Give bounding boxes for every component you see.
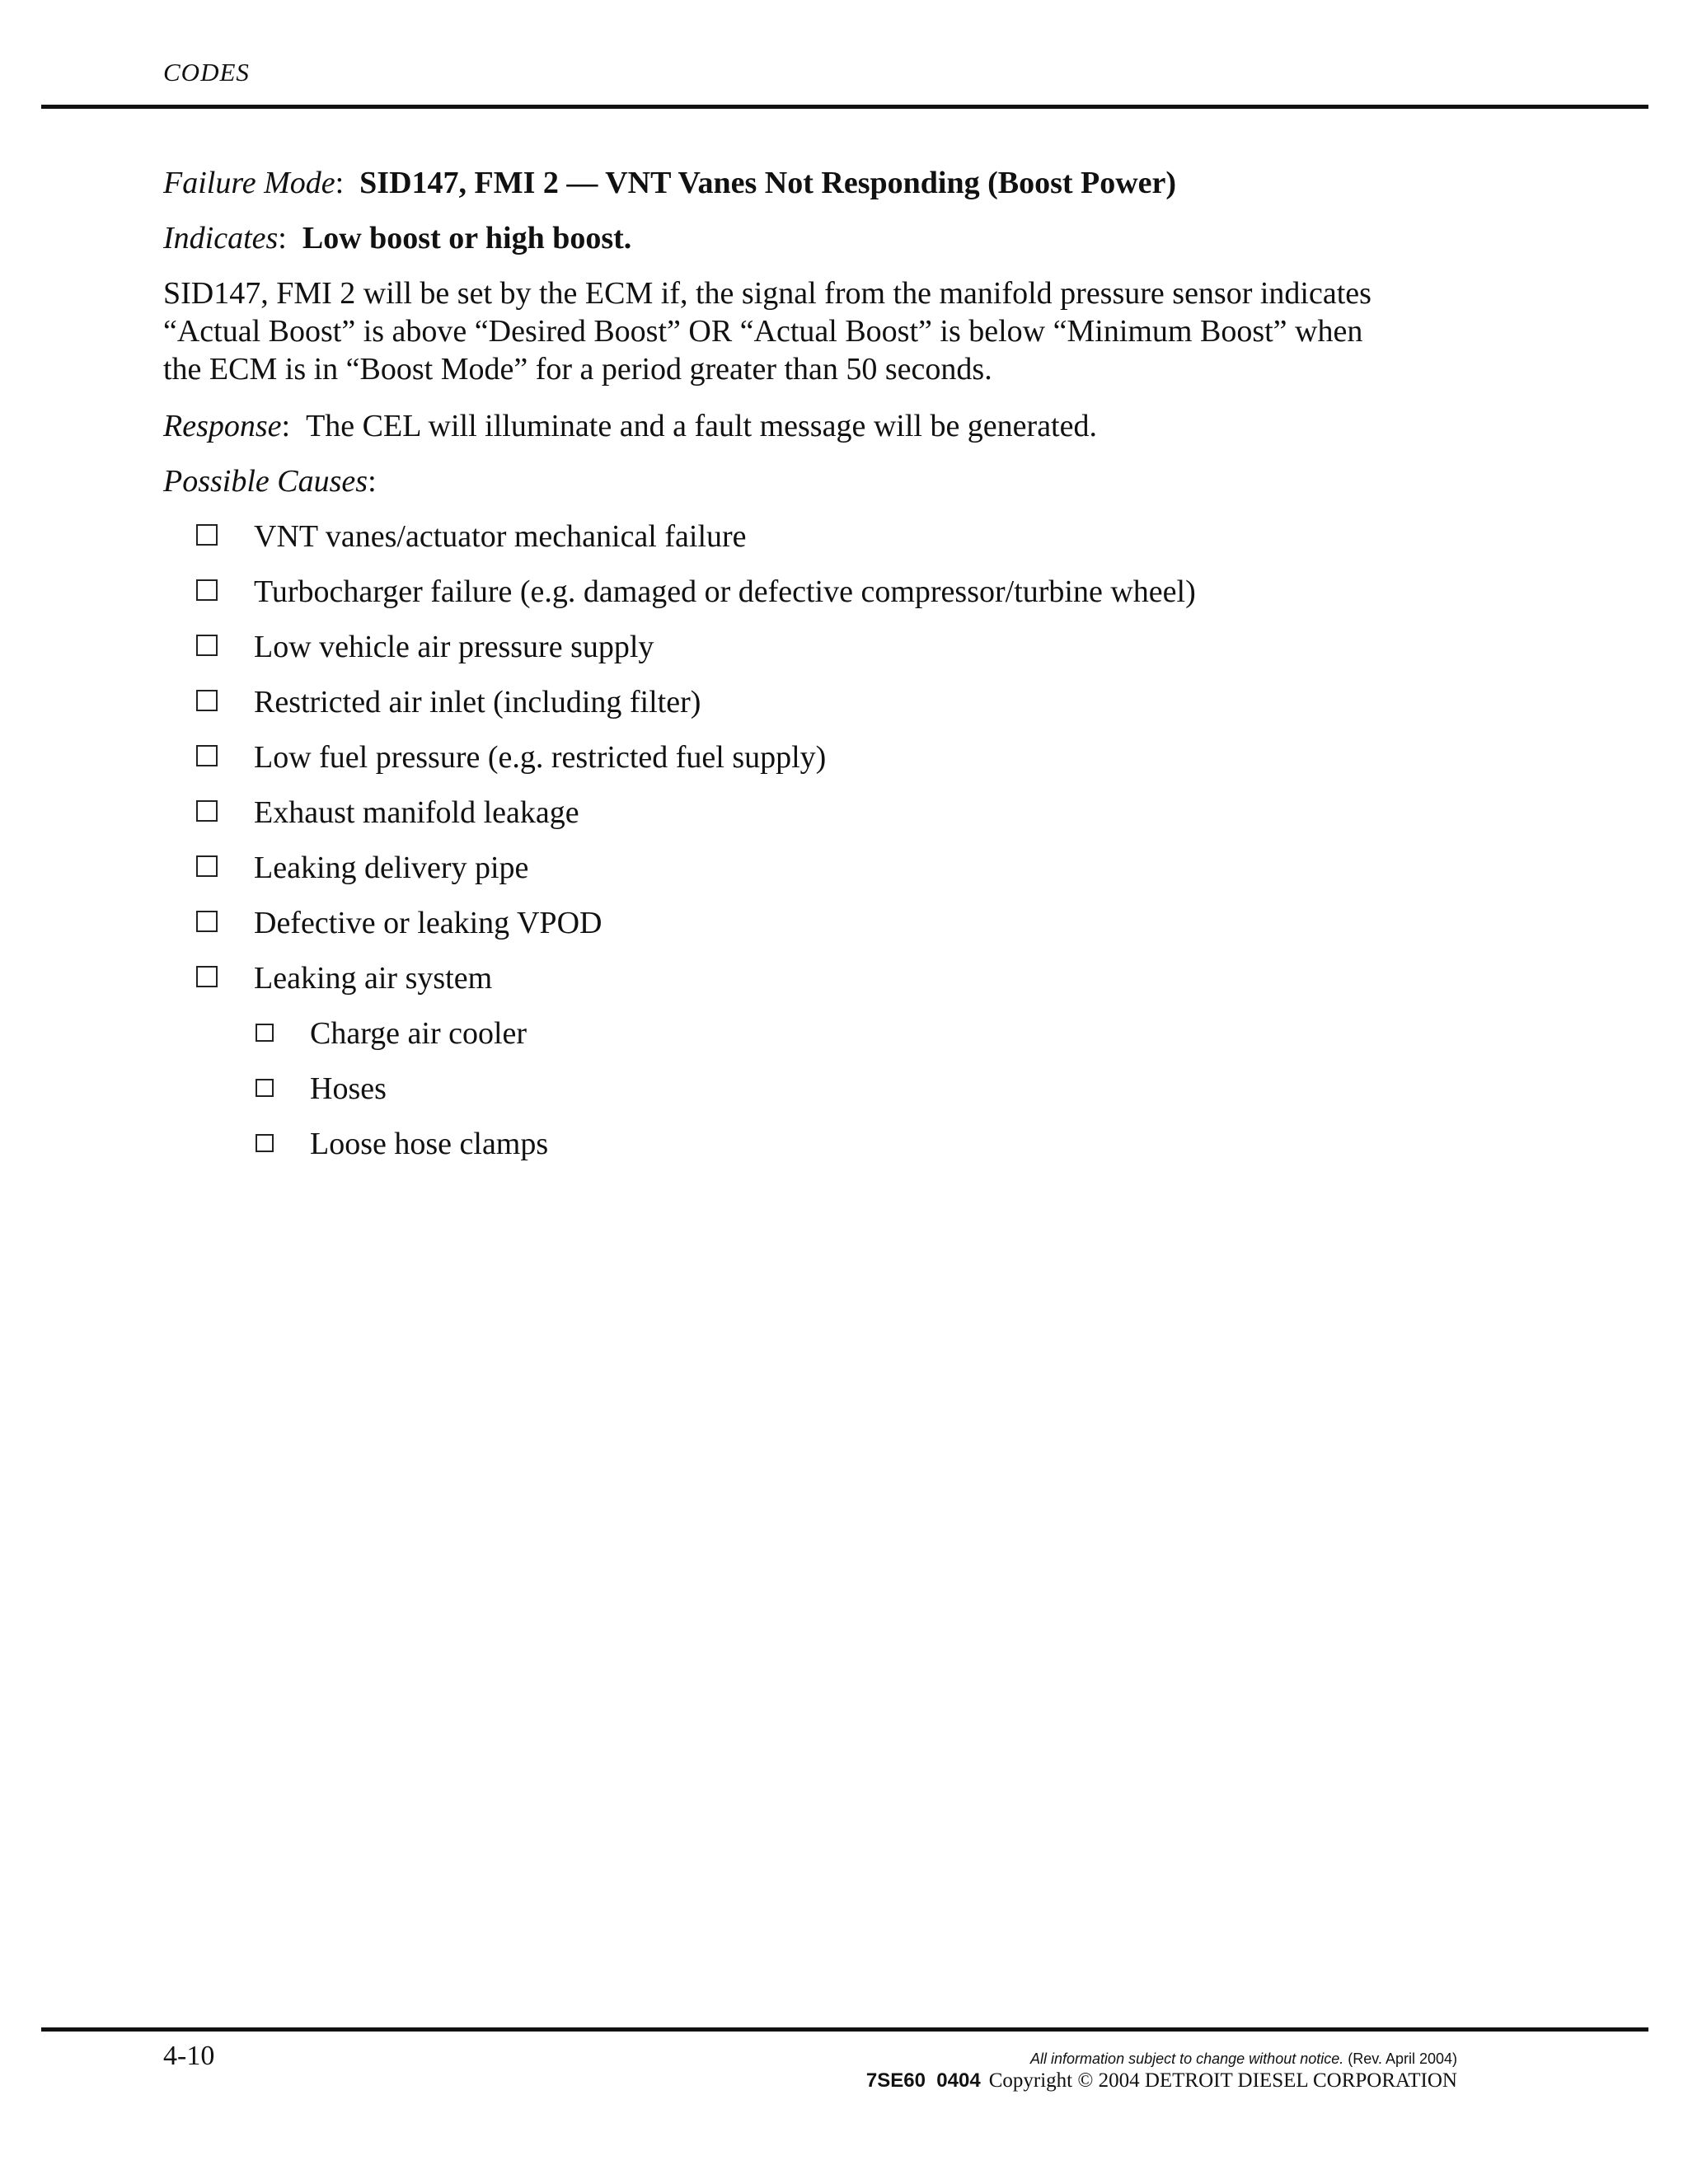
description-paragraph bbox=[163, 274, 1482, 388]
indicates-line bbox=[163, 223, 631, 254]
checkbox-icon bbox=[196, 966, 218, 987]
response-value: The CEL will illuminate and a fault message will be generated. bbox=[306, 409, 1097, 443]
indicates-value: Low boost or high boost. bbox=[302, 221, 632, 255]
possible-causes-line bbox=[163, 466, 377, 497]
possible-causes-colon: : bbox=[368, 464, 377, 499]
cause-item-text: Turbocharger failure (e.g. damaged or defective compressor/turbine wheel) bbox=[254, 574, 1196, 609]
running-header: CODES bbox=[163, 58, 250, 87]
cause-item-text: Leaking air system bbox=[254, 961, 493, 996]
copyright-text: Copyright © 2004 DETROIT DIESEL CORPORATION bbox=[988, 2069, 1457, 2092]
footer-info bbox=[866, 2049, 1457, 2093]
cause-item-text: Exhaust manifold leakage bbox=[254, 795, 579, 830]
checkbox-icon bbox=[256, 1134, 274, 1152]
failure-mode-colon: : bbox=[335, 166, 360, 200]
cause-item-text: Low vehicle air pressure supply bbox=[254, 630, 654, 664]
checkbox-icon bbox=[196, 635, 218, 656]
response-label: Response bbox=[163, 409, 282, 443]
change-notice: All information subject to change without notice. bbox=[1030, 2050, 1344, 2067]
checkbox-icon bbox=[196, 800, 218, 822]
failure-mode-line bbox=[163, 167, 1176, 199]
footer-notice-line bbox=[866, 2049, 1457, 2069]
checkbox-icon bbox=[196, 579, 218, 601]
revision-date: (Rev. April 2004) bbox=[1348, 2050, 1457, 2067]
cause-item-text: VNT vanes/actuator mechanical failure bbox=[254, 519, 747, 554]
cause-subitem-text: Charge air cooler bbox=[310, 1016, 528, 1051]
response-line bbox=[163, 410, 1097, 442]
failure-mode-value: SID147, FMI 2 — VNT Vanes Not Responding (Boost Power) bbox=[359, 166, 1177, 200]
cause-item-text: Low fuel pressure (e.g. restricted fuel supply) bbox=[254, 740, 827, 775]
checkbox-icon bbox=[196, 745, 218, 766]
cause-item-text: Defective or leaking VPOD bbox=[254, 906, 603, 940]
response-colon: : bbox=[281, 409, 307, 443]
failure-mode-label: Failure Mode bbox=[163, 166, 335, 200]
header-rule bbox=[41, 105, 1648, 109]
page-number: 4-10 bbox=[163, 2041, 215, 2071]
description-line-3: the ECM is in “Boost Mode” for a period greater than 50 seconds. bbox=[163, 352, 992, 387]
document-code: 7SE60 0404 bbox=[865, 2069, 981, 2092]
description-line-2: “Actual Boost” is above “Desired Boost” OR “Actual Boost” is below “Minimum Boost” when bbox=[163, 314, 1363, 349]
cause-item-text: Leaking delivery pipe bbox=[254, 851, 529, 885]
indicates-colon: : bbox=[278, 221, 302, 255]
description-line-1: SID147, FMI 2 will be set by the ECM if, the signal from the manifold pressure sensor indicates bbox=[163, 276, 1372, 311]
checkbox-icon bbox=[196, 524, 218, 546]
cause-item-text: Restricted air inlet (including filter) bbox=[254, 685, 701, 719]
checkbox-icon bbox=[256, 1079, 274, 1097]
checkbox-icon bbox=[196, 855, 218, 877]
indicates-label: Indicates bbox=[163, 221, 279, 255]
footer-copyright-line bbox=[866, 2069, 1457, 2093]
footer-rule bbox=[41, 2027, 1648, 2032]
checkbox-icon bbox=[196, 690, 218, 711]
cause-subitem-text: Loose hose clamps bbox=[310, 1127, 549, 1161]
checkbox-icon bbox=[256, 1024, 274, 1042]
cause-subitem-text: Hoses bbox=[310, 1071, 387, 1106]
possible-causes-label: Possible Causes bbox=[163, 464, 368, 499]
checkbox-icon bbox=[196, 911, 218, 932]
